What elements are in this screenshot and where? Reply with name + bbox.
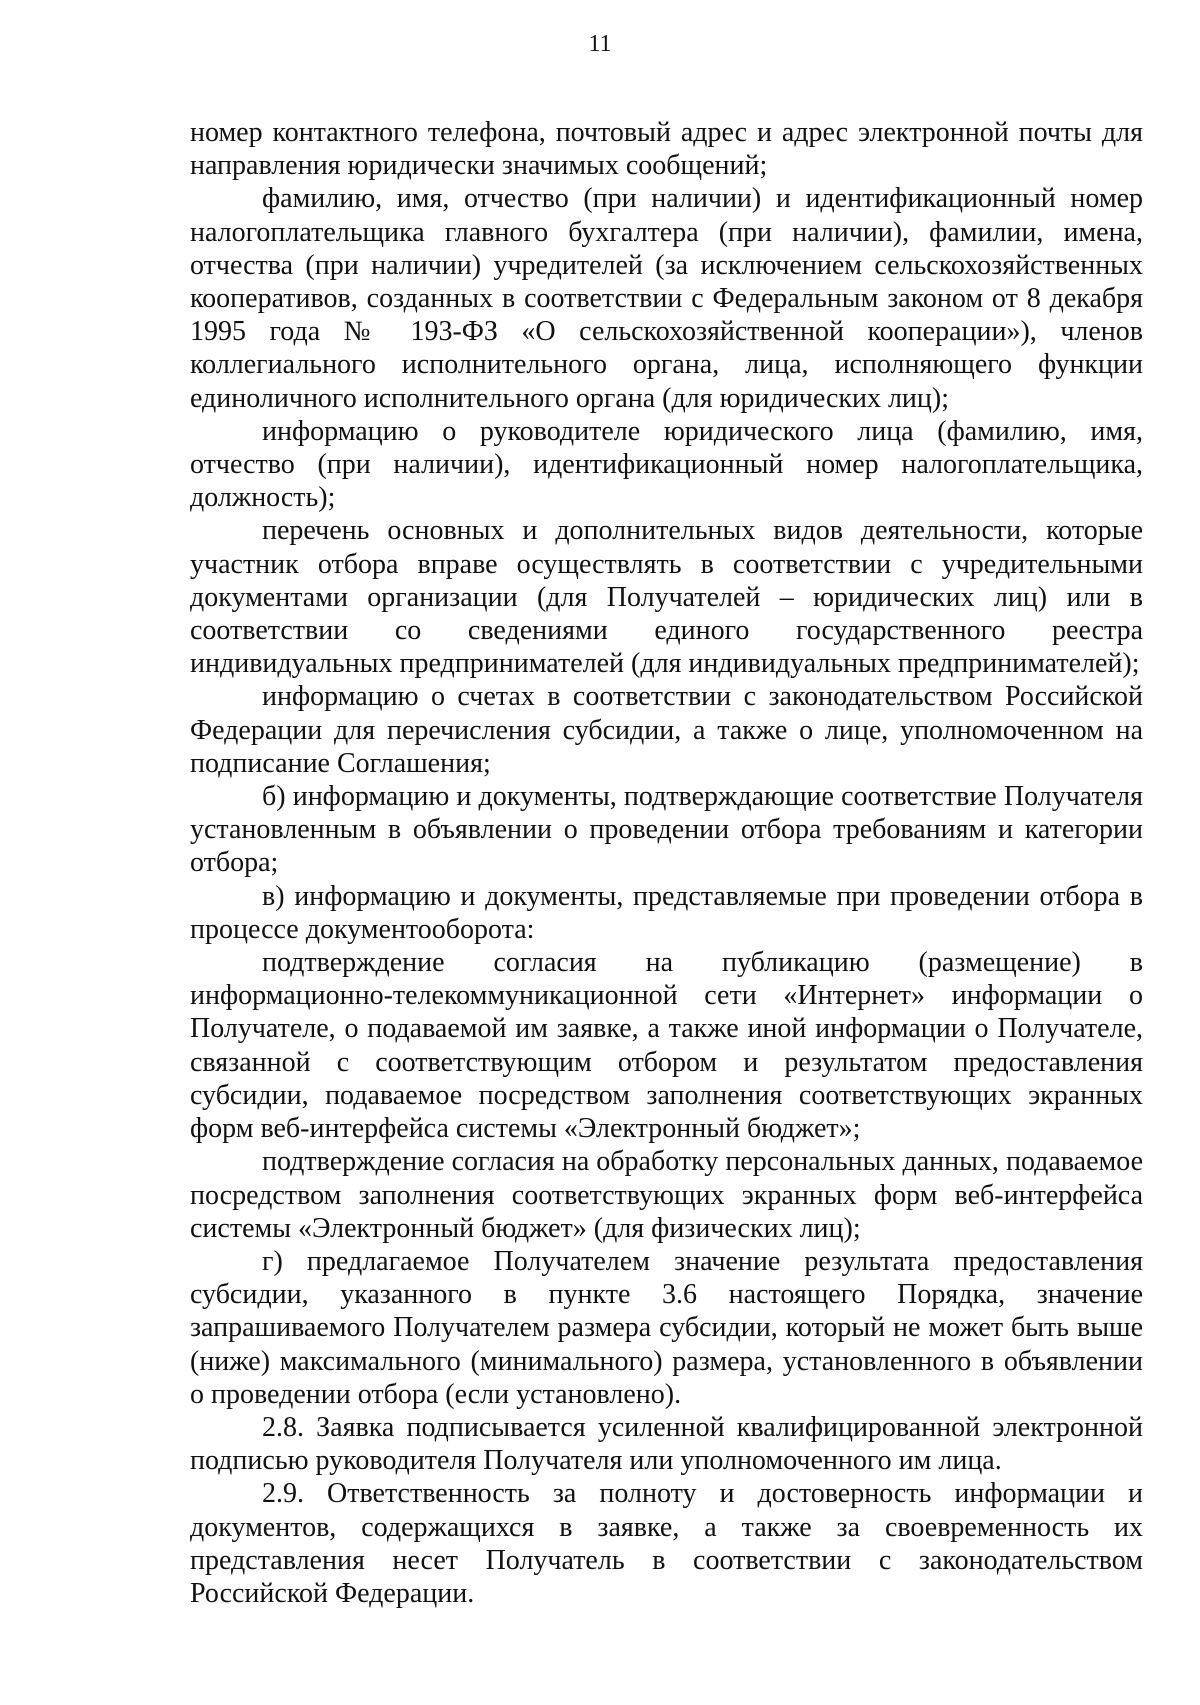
paragraph-item-g: г) предлагаемое Получателем значение результата предоставления субсидии, указанного в пункте 3.6 настоящего Порядка, значение запрашиваемого Получателем размера субсидии, который не может быть выше (ниже) максимального (минимального) размера, установленного в объявлении о проведении отбора (если установлено).	[190, 1245, 1143, 1410]
paragraph-accounts-info: информацию о счетах в соответствии с законодательством Российской Федерации для перечисления субсидии, а также о лице, уполномоченном на подписание Соглашения;	[190, 681, 1143, 779]
paragraph-founders-info: фамилию, имя, отчество (при наличии) и идентификационный номер налогоплательщика главного бухгалтера (при наличии), фамилии, имена, отчества (при наличии) учредителей (за исключением сельскохозяйственных кооперативов, созданных в соответствии с Федеральным законом от 8 декабря 1995 года № 193-ФЗ «О сельскохозяйственной кооперации»), членов коллегиального исполнительного органа, лица, исполняющего функции единоличного исполнительного органа (для юридических лиц);	[190, 183, 1143, 414]
paragraph-activities-list: перечень основных и дополнительных видов деятельности, которые участник отбора вправе осуществлять в соответствии с учредительными документами организации (для Получателей – юридических лиц) или в соответствии со сведениями единого государственного реестра индивидуальных предпринимателей (для индивидуальных предпринимателей);	[190, 515, 1143, 680]
paragraph-contact-info: номер контактного телефона, почтовый адрес и адрес электронной почты для направления юридически значимых сообщений;	[190, 117, 1143, 182]
document-body	[190, 116, 1143, 1610]
page-number: 11	[588, 31, 612, 57]
paragraph-section-2-9: 2.9. Ответственность за полноту и достоверность информации и документов, содержащихся в заявке, а также за своевременность их представления несет Получатель в соответствии с законодательством Российской Федерации.	[190, 1478, 1143, 1609]
paragraph-head-info: информацию о руководителе юридического лица (фамилию, имя, отчество (при наличии), идентификационный номер налогоплательщика, должность);	[190, 415, 1143, 514]
paragraph-item-b: б) информацию и документы, подтверждающие соответствие Получателя установленным в объявлении о проведении отбора требованиям и категории отбора;	[190, 781, 1143, 879]
paragraph-section-2-8: 2.8. Заявка подписывается усиленной квалифицированной электронной подписью руководителя Получателя или уполномоченного им лица.	[190, 1411, 1143, 1477]
paragraph-publication-consent: подтверждение согласия на публикацию (размещение) в информационно-телекоммуникационной сети «Интернет» информации о Получателе, о подаваемой им заявке, а также иной информации о Получателе, связанной с соответствующим отбором и результатом предоставления субсидии, подаваемое посредством заполнения соответствующих экранных форм веб-интерфейса системы «Электронный бюджет»;	[190, 947, 1143, 1145]
paragraph-item-v: в) информацию и документы, представляемые при проведении отбора в процессе документооборота:	[190, 880, 1143, 945]
paragraph-personal-data-consent: подтверждение согласия на обработку персональных данных, подаваемое посредством заполнения соответствующих экранных форм веб-интерфейса системы «Электронный бюджет» (для физических лиц);	[190, 1146, 1143, 1244]
